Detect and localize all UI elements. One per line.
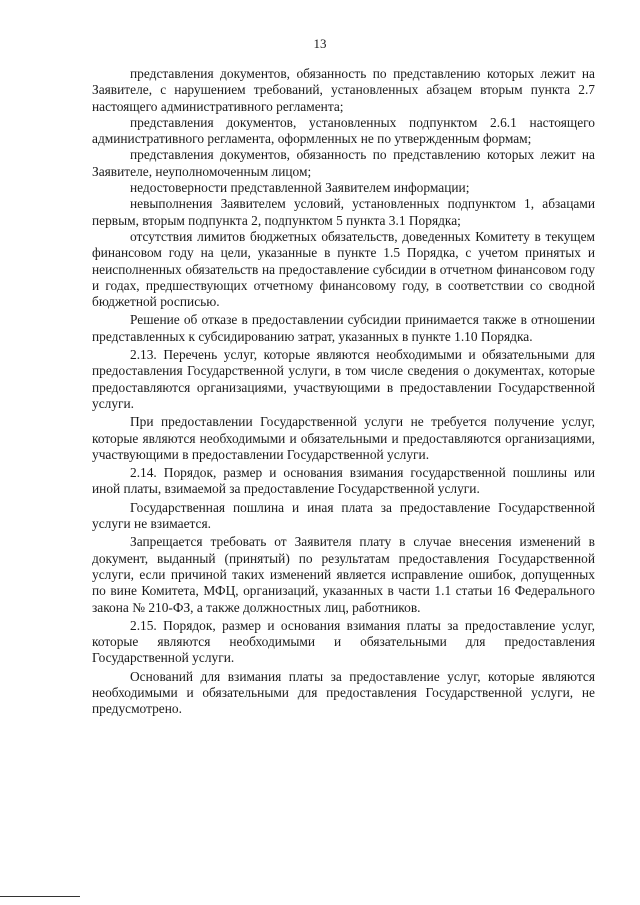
section-heading-2-14: 2.14. Порядок, размер и основания взимания государственной пошлины или иной платы, взимаемой за предоставление Государственной услуги. bbox=[92, 465, 595, 497]
page-number: 13 bbox=[313, 36, 327, 51]
section-heading-2-15: 2.15. Порядок, размер и основания взимания платы за предоставление услуг, которые являются необходимыми и обязательными для предоставления Государственной услуги. bbox=[92, 617, 595, 666]
paragraph: невыполнения Заявителем условий, установленных подпунктом 1, абзацами первым, вторым подпункта 2, подпунктом 5 пункта 3.1 Порядка; bbox=[92, 196, 595, 228]
paragraph: представления документов, установленных подпунктом 2.6.1 настоящего административного регламента, оформленных не по утвержденным формам; bbox=[92, 114, 595, 147]
paragraph: Запрещается требовать от Заявителя плату в случае внесения изменений в документ, выданный (принятый) по результатам предоставления Государственной услуги, если причиной таких изменений является исправление ошибок, допущенных по вине Комитета, МФЦ, организаций, указанных в части 1.1 статьи 16 Федерального закона № 210-ФЗ, а также должностных лиц, работников. bbox=[92, 534, 595, 615]
document-body bbox=[92, 66, 595, 718]
paragraph: При предоставлении Государственной услуги не требуется получение услуг, которые являются необходимыми и обязательными и предоставляются организациями, участвующими в предоставлении Государственной услуги. bbox=[92, 414, 595, 462]
section-heading-2-13: 2.13. Перечень услуг, которые являются необходимыми и обязательными для предоставления Государственной услуги, в том числе сведения о документах, которые предоставляются организациями, участвующими в предоставлении Государственной услуги. bbox=[92, 347, 595, 411]
paragraph: представления документов, обязанность по представлению которых лежит на Заявителе, с нарушением требований, установленных абзацем вторым пункта 2.7 настоящего административного регламента; bbox=[92, 66, 595, 114]
paragraph: Оснований для взимания платы за предоставление услуг, которые являются необходимыми и обязательными для предоставления Государственной услуги, не предусмотрено. bbox=[92, 668, 595, 717]
paragraph: отсутствия лимитов бюджетных обязательств, доведенных Комитету в текущем финансовом году на цели, указанные в пункте 1.5 Порядка, с учетом принятых и неисполненных обязательств на предоставление субсидии в отчетном финансовом году и годах, предшествующих отчетному финансовому году, в соответствии со сводной бюджетной росписью. bbox=[92, 228, 595, 310]
paragraph: Государственная пошлина и иная плата за предоставление Государственной услуги не взимается. bbox=[92, 499, 595, 532]
paragraph: недостоверности представленной Заявителем информации; bbox=[130, 180, 470, 196]
footer-divider bbox=[0, 896, 80, 897]
paragraph: представления документов, обязанность по представлению которых лежит на Заявителе, неуполномоченным лицом; bbox=[92, 147, 595, 179]
paragraph: Решение об отказе в предоставлении субсидии принимается также в отношении представленных к субсидированию затрат, указанных в пункте 1.10 Порядка. bbox=[92, 312, 595, 344]
